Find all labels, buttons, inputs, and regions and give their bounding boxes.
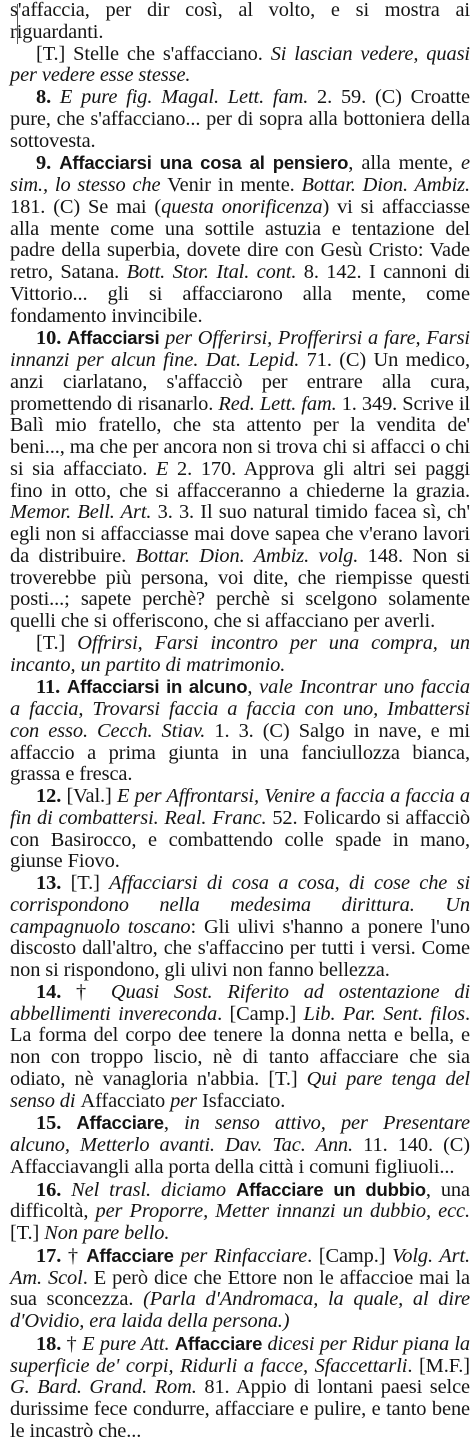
body-text: 1. 3. (C) Salgo in nave, e mi affaccio a prima giunta in una fanciullozza bianca, grassa e fresca.	[10, 719, 470, 786]
entry-paragraph	[10, 873, 470, 982]
italic-text: Qui pare tenga del senso di	[10, 1067, 470, 1112]
entry-paragraph	[10, 87, 470, 152]
body-text: . [Camp.]	[307, 1244, 393, 1267]
italic-text: per	[170, 1089, 203, 1112]
italic-text: Bottar. Dion. Ambiz.	[301, 174, 470, 196]
sense-number: 8.	[36, 86, 60, 108]
sense-number: 13.	[36, 872, 71, 894]
entry-paragraph	[10, 676, 470, 786]
body-text: 11. 140. (C) Affacciavangli alla porta della città i comuni figliuoli...	[10, 1134, 470, 1178]
italic-text: E	[155, 457, 178, 480]
headword: Affacciare un dubbio	[235, 1178, 426, 1200]
sense-number: 17.	[36, 1244, 68, 1267]
italic-text: Bott. Stor. Ital. cont.	[126, 261, 304, 283]
entry-paragraph	[10, 327, 470, 633]
italic-text: Nel trasl. diciamo	[71, 1178, 236, 1201]
body-text: 1. 349. Scrive il Balì mio fratello, che sta attento per la vendita de' beni..., ma che per ancora non si trova chi si affacci o chi si sia affacciato.	[10, 392, 470, 480]
body-text: 2. 170. Approva gli altri sei paggi fino in otto, che si affacceranno a chiederne la grazia.	[10, 457, 470, 502]
italic-text: per Offerirsi, Profferirsi a fare, Farsi innanzi per alcun fine. Dat. Lepid.	[10, 327, 470, 371]
dictionary-page	[10, 0, 471, 1442]
body-text: 181. (C) Se mai (	[10, 195, 162, 218]
italic-text: vale Incontrar uno faccia a faccia, Trovarsi faccia a faccia con uno, Imbattersi con esso. Cecch. Stiav.	[10, 676, 471, 742]
italic-text: Offrirsi, Farsi incontro per una compra, un incanto, un partito di matrimonio.	[10, 631, 471, 676]
sense-number: 9.	[36, 152, 60, 175]
body-text: . E però dice che Ettore non le affaccioe mai la sua sconcezza.	[10, 1266, 470, 1311]
entry-paragraph	[10, 1179, 470, 1245]
italic-text: per Proporre, Metter innanzi un dubbio, ecc.	[95, 1200, 470, 1223]
italic-text: Memor. Bell. Art.	[10, 501, 158, 524]
italic-text: Non pare bello.	[44, 1222, 170, 1244]
italic-text: E pure fig. Magal. Lett. fam.	[59, 86, 318, 108]
body-text: †	[76, 980, 111, 1003]
italic-text: E pure Att.	[82, 1332, 175, 1355]
italic-text: e sim., lo stesso che	[10, 152, 470, 196]
entry-paragraph	[10, 1333, 470, 1443]
italic-text: G. Bard. Grand. Rom.	[10, 1376, 205, 1399]
italic-text: in senso attivo, per Presentare alcuno, Metterlo avanti. Dav. Tac. Ann.	[10, 1112, 470, 1156]
body-text: [T.]	[36, 631, 78, 654]
body-text: ,	[247, 676, 260, 699]
body-text: Isfacciato.	[202, 1089, 286, 1112]
italic-text: Bottar. Dion. Ambiz. volg.	[135, 544, 368, 567]
body-text: , una difficoltà,	[10, 1178, 470, 1223]
entry-paragraph	[10, 1245, 470, 1333]
body-text: Affacciato	[80, 1089, 171, 1112]
body-text: 71. (C) Un medico, anzi ciarlatano, s'affacciò per entrare alla cura, promettendo di risanarlo.	[10, 349, 470, 415]
entry-paragraph	[10, 982, 470, 1113]
body-text: . [M.F.]	[407, 1354, 470, 1377]
entry-paragraph	[10, 1112, 470, 1178]
italic-text: Volg. Art. Am. Scol	[10, 1244, 471, 1289]
entry-paragraph	[10, 0, 470, 44]
headword: Affacciarsi	[66, 327, 166, 349]
sense-number: 12.	[36, 785, 67, 807]
entry-paragraph	[10, 152, 470, 327]
body-text: 81. Appio di lontani paesi selce durissime fece condurre, affacciare e pulire, e tanto bene le incastrò che...	[10, 1376, 470, 1442]
entry-paragraph	[10, 44, 470, 88]
sense-number: 14.	[36, 980, 77, 1003]
sense-number: 16.	[36, 1178, 72, 1201]
body-text: . [Camp.]	[217, 1002, 304, 1025]
body-text: 2. 59. (C) Croatte pure, che s'affacciano... per di sopra alla bottoniera della sottovesta.	[10, 86, 470, 152]
italic-text: questa onorificenza	[161, 195, 323, 218]
body-text: ,	[163, 1112, 185, 1135]
italic-text: Si lascian vedere, quasi per vedere esse stesse.	[10, 42, 470, 87]
italic-text: Affacciarsi di cosa a cosa, di cose che si corrispondono nella medesima dirittura. Un campagnuolo toscano	[10, 872, 471, 938]
body-text: †	[66, 1332, 83, 1355]
body-text: s'affaccia, per dir così, al volto, e si mostra ai riguardanti.	[10, 0, 470, 43]
italic-text: (Parla d'Andromaca, la quale, al dire d'Ovidio, era laida della persona.)	[10, 1288, 470, 1332]
italic-text: Quasi Sost. Riferito ad ostentazione di abbellimenti invereconda	[10, 980, 471, 1025]
body-text: : Gli ulivi s'hanno a ponere l'uno discosto dall'altro, che s'affaccino per tutti i versi. Come non si rispondono, gli ulivi non fanno bellezza.	[10, 915, 470, 981]
sense-number: 10.	[36, 327, 67, 350]
body-text: 148. Non si troverebbe più persona, voi dite, che riempisse questi posti...; sapete perchè? perchè si scelgono solamente quelli che si offeriscono, che si affacciano per averli.	[10, 544, 470, 632]
body-text: ) vi si affacciasse alla mente come una sottile astuzia e tentazione del padre della superbia, dovete dire con Gesù Cristo: Vade retro, Satana.	[10, 195, 470, 283]
sense-number: 15.	[36, 1112, 77, 1135]
body-text: , alla mente,	[348, 152, 462, 175]
italic-text: per Rinfacciare	[180, 1244, 308, 1267]
italic-text: dicesi per Ridur piana la superficie de' corpi, Ridurli a facce, Sfaccettarli	[10, 1332, 471, 1377]
entry-paragraph	[10, 786, 470, 873]
headword: Affacciare	[76, 1112, 164, 1134]
sense-number: 18.	[36, 1332, 67, 1355]
body-text: [T.]	[10, 1222, 45, 1244]
entry-text	[10, 0, 470, 1443]
margin-rule	[17, 4, 18, 44]
body-text: [T.] Stelle che s'affacciano.	[36, 42, 271, 65]
headword: Affacciare	[86, 1244, 181, 1266]
body-text: [Val.]	[66, 785, 117, 807]
sense-number: 11.	[36, 676, 67, 699]
body-text: †	[67, 1244, 87, 1267]
body-text: [T.]	[70, 872, 110, 894]
italic-text: E per Affrontarsi, Venire a faccia a faccia a fin di combattersi. Real. Franc.	[10, 785, 470, 829]
headword: Affacciare	[174, 1332, 268, 1354]
body-text: 52. Folicardo si affacciò con Basirocco, e combattendo colle spade in mano, giunse Fiovo.	[10, 806, 470, 873]
body-text: Venir in mente.	[167, 174, 302, 196]
headword: Affacciarsi in alcuno	[66, 676, 248, 698]
body-text: . La forma del corpo dee tenere la donna netta e bella, e non con troppo liscio, nè di tanto affacciare che sia odiato, nè vanagloria n'abbia. [T.]	[10, 1002, 470, 1090]
italic-text: Lib. Par. Sent. filos	[303, 1002, 465, 1025]
body-text: 3. 3. Il suo natural timido facea sì, ch' egli non si affacciasse mai dove sapea che v'erano lavori da distribuire.	[10, 501, 470, 567]
italic-text: Red. Lett. fam.	[218, 392, 342, 415]
body-text: 8. 142. I cannoni di Vittorio... gli si affacciarono alla mente, come fondamento invincibile.	[10, 261, 470, 327]
entry-paragraph	[10, 633, 470, 677]
headword: Affacciarsi una cosa al pensiero	[59, 152, 349, 174]
